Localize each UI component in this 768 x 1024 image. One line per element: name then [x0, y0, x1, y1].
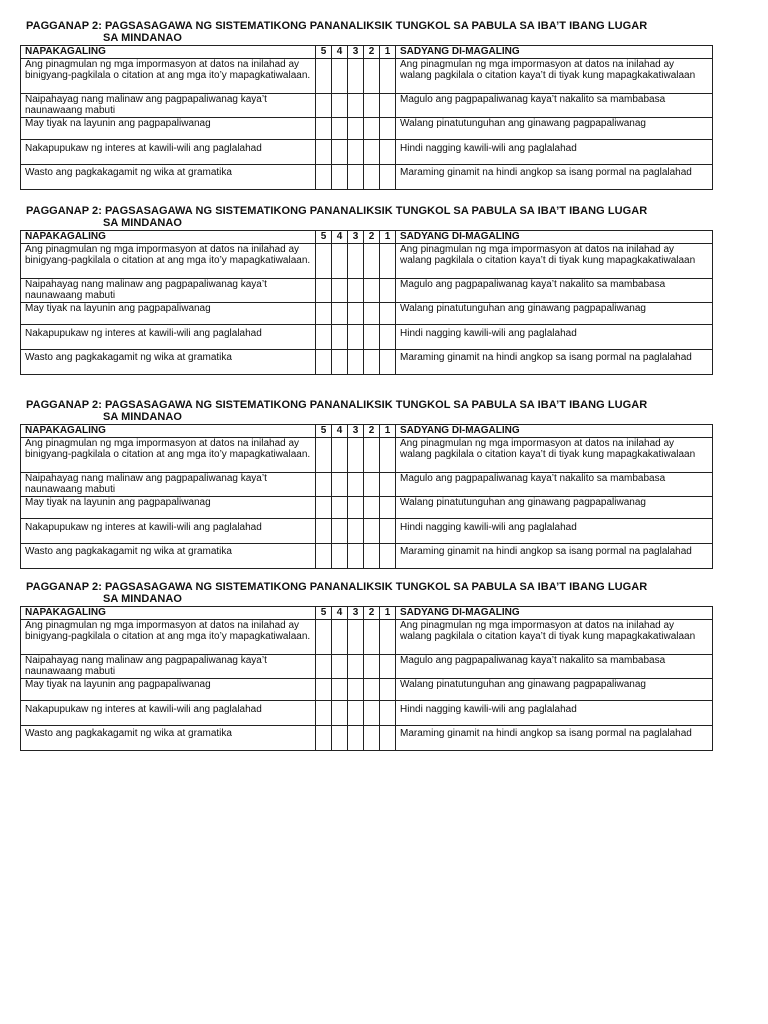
score-cell-5[interactable]: [316, 58, 332, 93]
criterion-negative: Magulo ang pagpapaliwanag kaya’t nakalito sa mambabasa: [396, 93, 713, 117]
rubric-header-row: [21, 425, 713, 438]
criterion-negative: Maraming ginamit na hindi angkop sa isang pormal na paglalahad: [396, 164, 713, 189]
score-cell-5[interactable]: [316, 654, 332, 678]
rubric-row: [21, 496, 713, 518]
criterion-positive: May tiyak na layunin ang pagpapaliwanag: [21, 678, 316, 700]
score-cell-5[interactable]: [316, 518, 332, 543]
score-cell-2[interactable]: [364, 725, 380, 750]
score-cell-1[interactable]: [380, 349, 396, 374]
score-cell-3[interactable]: [348, 349, 364, 374]
score-cell-1[interactable]: [380, 437, 396, 472]
header-score-1: 1: [380, 46, 396, 59]
score-cell-5[interactable]: [316, 437, 332, 472]
rubric-row: [21, 324, 713, 349]
header-score-2: 2: [364, 46, 380, 59]
header-score-4: 4: [332, 425, 348, 438]
score-cell-3[interactable]: [348, 518, 364, 543]
score-cell-2[interactable]: [364, 700, 380, 725]
score-cell-2[interactable]: [364, 324, 380, 349]
score-cell-2[interactable]: [364, 349, 380, 374]
header-score-5: 5: [316, 425, 332, 438]
score-cell-1[interactable]: [380, 324, 396, 349]
header-positive: NAPAKAGALING: [21, 46, 316, 59]
rubric-row: [21, 472, 713, 496]
score-cell-1[interactable]: [380, 725, 396, 750]
rubric-row: [21, 654, 713, 678]
rubric-row: [21, 619, 713, 654]
criterion-negative: Walang pinatutunguhan ang ginawang pagpapaliwanag: [396, 117, 713, 139]
rubric-header-row: [21, 46, 713, 59]
score-cell-2[interactable]: [364, 243, 380, 278]
score-cell-1[interactable]: [380, 278, 396, 302]
criterion-positive: Nakapupukaw ng interes at kawili-wili ang paglalahad: [21, 700, 316, 725]
header-score-2: 2: [364, 425, 380, 438]
rubric-title-line-2: SA MINDANAO: [103, 217, 182, 229]
rubric-title: [26, 205, 712, 229]
score-cell-2[interactable]: [364, 93, 380, 117]
score-cell-5[interactable]: [316, 278, 332, 302]
score-cell-1[interactable]: [380, 58, 396, 93]
rubric-row: [21, 243, 713, 278]
rubric-row: [21, 117, 713, 139]
rubric-row: [21, 302, 713, 324]
score-cell-1[interactable]: [380, 654, 396, 678]
criterion-negative: Hindi nagging kawili-wili ang paglalahad: [396, 139, 713, 164]
score-cell-3[interactable]: [348, 117, 364, 139]
header-score-1: 1: [380, 231, 396, 244]
score-cell-1[interactable]: [380, 496, 396, 518]
score-cell-3[interactable]: [348, 302, 364, 324]
criterion-positive: Nakapupukaw ng interes at kawili-wili ang paglalahad: [21, 139, 316, 164]
rubric-row: [21, 700, 713, 725]
criterion-negative: Magulo ang pagpapaliwanag kaya’t nakalito sa mambabasa: [396, 654, 713, 678]
header-score-1: 1: [380, 425, 396, 438]
criterion-negative: Walang pinatutunguhan ang ginawang pagpapaliwanag: [396, 302, 713, 324]
rubric-title-line-1: PAGGANAP 2: PAGSASAGAWA NG SISTEMATIKONG PANANALIKSIK TUNGKOL SA PABULA SA IBA’T IBANG LUGAR: [26, 581, 648, 593]
rubric-row: [21, 518, 713, 543]
header-score-5: 5: [316, 46, 332, 59]
criterion-positive: Wasto ang pagkakagamit ng wika at gramatika: [21, 164, 316, 189]
criterion-positive: May tiyak na layunin ang pagpapaliwanag: [21, 302, 316, 324]
score-cell-2[interactable]: [364, 619, 380, 654]
score-cell-2[interactable]: [364, 117, 380, 139]
score-cell-4[interactable]: [332, 324, 348, 349]
score-cell-3[interactable]: [348, 93, 364, 117]
score-cell-2[interactable]: [364, 472, 380, 496]
criterion-positive: Ang pinagmulan ng mga impormasyon at datos na inilahad ay binigyang-pagkilala o citation at ang mga ito’y mapagkatiwalaan.: [21, 437, 316, 472]
score-cell-1[interactable]: [380, 472, 396, 496]
score-cell-3[interactable]: [348, 654, 364, 678]
header-score-2: 2: [364, 231, 380, 244]
score-cell-5[interactable]: [316, 700, 332, 725]
score-cell-1[interactable]: [380, 243, 396, 278]
score-cell-4[interactable]: [332, 496, 348, 518]
score-cell-4[interactable]: [332, 93, 348, 117]
rubric-table: [20, 45, 713, 190]
criterion-positive: Nakapupukaw ng interes at kawili-wili ang paglalahad: [21, 324, 316, 349]
rubric-block-4: [20, 581, 712, 751]
score-cell-5[interactable]: [316, 93, 332, 117]
criterion-negative: Ang pinagmulan ng mga impormasyon at datos na inilahad ay walang pagkilala o citation kaya’t di tiyak kung mapagkakatiwalaan: [396, 619, 713, 654]
score-cell-2[interactable]: [364, 164, 380, 189]
score-cell-2[interactable]: [364, 654, 380, 678]
score-cell-5[interactable]: [316, 472, 332, 496]
criterion-negative: Magulo ang pagpapaliwanag kaya’t nakalito sa mambabasa: [396, 472, 713, 496]
score-cell-1[interactable]: [380, 678, 396, 700]
score-cell-1[interactable]: [380, 139, 396, 164]
score-cell-2[interactable]: [364, 302, 380, 324]
score-cell-4[interactable]: [332, 58, 348, 93]
header-score-4: 4: [332, 607, 348, 620]
criterion-positive: May tiyak na layunin ang pagpapaliwanag: [21, 496, 316, 518]
header-score-3: 3: [348, 607, 364, 620]
header-negative: SADYANG DI-MAGALING: [396, 46, 713, 59]
score-cell-4[interactable]: [332, 725, 348, 750]
score-cell-5[interactable]: [316, 302, 332, 324]
score-cell-2[interactable]: [364, 437, 380, 472]
rubric-title-line-1: PAGGANAP 2: PAGSASAGAWA NG SISTEMATIKONG PANANALIKSIK TUNGKOL SA PABULA SA IBA’T IBANG LUGAR: [26, 20, 648, 32]
score-cell-4[interactable]: [332, 700, 348, 725]
score-cell-2[interactable]: [364, 278, 380, 302]
criterion-positive: Naipahayag nang malinaw ang pagpapaliwanag kaya’t naunawaang mabuti: [21, 278, 316, 302]
rubric-row: [21, 93, 713, 117]
criterion-positive: Naipahayag nang malinaw ang pagpapaliwanag kaya’t naunawaang mabuti: [21, 472, 316, 496]
rubric-title-line-1: PAGGANAP 2: PAGSASAGAWA NG SISTEMATIKONG PANANALIKSIK TUNGKOL SA PABULA SA IBA’T IBANG LUGAR: [26, 399, 648, 411]
score-cell-1[interactable]: [380, 619, 396, 654]
score-cell-4[interactable]: [332, 472, 348, 496]
criterion-negative: Hindi nagging kawili-wili ang paglalahad: [396, 324, 713, 349]
rubric-table: [20, 230, 713, 375]
score-cell-3[interactable]: [348, 164, 364, 189]
rubric-block-3: [20, 399, 712, 569]
score-cell-4[interactable]: [332, 117, 348, 139]
score-cell-5[interactable]: [316, 678, 332, 700]
criterion-negative: Ang pinagmulan ng mga impormasyon at datos na inilahad ay walang pagkilala o citation kaya’t di tiyak kung mapagkakatiwalaan: [396, 437, 713, 472]
rubric-title-line-2: SA MINDANAO: [103, 411, 182, 423]
score-cell-3[interactable]: [348, 678, 364, 700]
header-negative: SADYANG DI-MAGALING: [396, 607, 713, 620]
score-cell-4[interactable]: [332, 302, 348, 324]
score-cell-1[interactable]: [380, 117, 396, 139]
score-cell-5[interactable]: [316, 243, 332, 278]
rubric-block-2: [20, 205, 712, 375]
score-cell-4[interactable]: [332, 543, 348, 568]
score-cell-4[interactable]: [332, 619, 348, 654]
rubric-table: [20, 424, 713, 569]
score-cell-2[interactable]: [364, 139, 380, 164]
score-cell-2[interactable]: [364, 543, 380, 568]
criterion-positive: Ang pinagmulan ng mga impormasyon at datos na inilahad ay binigyang-pagkilala o citation at ang mga ito’y mapagkatiwalaan.: [21, 243, 316, 278]
rubric-row: [21, 725, 713, 750]
score-cell-4[interactable]: [332, 349, 348, 374]
rubric-row: [21, 58, 713, 93]
criterion-negative: Ang pinagmulan ng mga impormasyon at datos na inilahad ay walang pagkilala o citation kaya’t di tiyak kung mapagkakatiwalaan: [396, 243, 713, 278]
score-cell-5[interactable]: [316, 496, 332, 518]
score-cell-5[interactable]: [316, 324, 332, 349]
criterion-positive: Ang pinagmulan ng mga impormasyon at datos na inilahad ay binigyang-pagkilala o citation at ang mga ito’y mapagkatiwalaan.: [21, 58, 316, 93]
rubric-row: [21, 278, 713, 302]
score-cell-3[interactable]: [348, 472, 364, 496]
score-cell-3[interactable]: [348, 437, 364, 472]
header-positive: NAPAKAGALING: [21, 425, 316, 438]
score-cell-4[interactable]: [332, 139, 348, 164]
score-cell-4[interactable]: [332, 243, 348, 278]
rubric-title-line-2: SA MINDANAO: [103, 593, 182, 605]
criterion-positive: Naipahayag nang malinaw ang pagpapaliwanag kaya’t naunawaang mabuti: [21, 93, 316, 117]
score-cell-1[interactable]: [380, 700, 396, 725]
score-cell-3[interactable]: [348, 58, 364, 93]
rubric-row: [21, 139, 713, 164]
score-cell-5[interactable]: [316, 164, 332, 189]
criterion-negative: Maraming ginamit na hindi angkop sa isang pormal na paglalahad: [396, 725, 713, 750]
score-cell-1[interactable]: [380, 302, 396, 324]
criterion-positive: Naipahayag nang malinaw ang pagpapaliwanag kaya’t naunawaang mabuti: [21, 654, 316, 678]
score-cell-5[interactable]: [316, 619, 332, 654]
rubric-row: [21, 543, 713, 568]
score-cell-3[interactable]: [348, 619, 364, 654]
header-score-3: 3: [348, 425, 364, 438]
rubric-title: [26, 399, 712, 423]
score-cell-2[interactable]: [364, 678, 380, 700]
score-cell-2[interactable]: [364, 58, 380, 93]
score-cell-3[interactable]: [348, 324, 364, 349]
header-negative: SADYANG DI-MAGALING: [396, 231, 713, 244]
header-score-5: 5: [316, 231, 332, 244]
rubric-title: [26, 20, 712, 44]
score-cell-5[interactable]: [316, 117, 332, 139]
header-score-5: 5: [316, 607, 332, 620]
criterion-negative: Magulo ang pagpapaliwanag kaya’t nakalito sa mambabasa: [396, 278, 713, 302]
score-cell-4[interactable]: [332, 164, 348, 189]
score-cell-5[interactable]: [316, 543, 332, 568]
rubric-row: [21, 164, 713, 189]
score-cell-4[interactable]: [332, 518, 348, 543]
rubric-header-row: [21, 607, 713, 620]
rubric-table: [20, 606, 713, 751]
score-cell-3[interactable]: [348, 725, 364, 750]
score-cell-1[interactable]: [380, 543, 396, 568]
rubric-title-line-1: PAGGANAP 2: PAGSASAGAWA NG SISTEMATIKONG PANANALIKSIK TUNGKOL SA PABULA SA IBA’T IBANG LUGAR: [26, 205, 648, 217]
score-cell-3[interactable]: [348, 278, 364, 302]
criterion-negative: Hindi nagging kawili-wili ang paglalahad: [396, 518, 713, 543]
score-cell-3[interactable]: [348, 543, 364, 568]
header-score-3: 3: [348, 231, 364, 244]
score-cell-5[interactable]: [316, 139, 332, 164]
score-cell-3[interactable]: [348, 139, 364, 164]
header-score-1: 1: [380, 607, 396, 620]
header-score-4: 4: [332, 231, 348, 244]
criterion-negative: Hindi nagging kawili-wili ang paglalahad: [396, 700, 713, 725]
rubric-title-line-2: SA MINDANAO: [103, 32, 182, 44]
score-cell-5[interactable]: [316, 725, 332, 750]
criterion-negative: Walang pinatutunguhan ang ginawang pagpapaliwanag: [396, 496, 713, 518]
score-cell-2[interactable]: [364, 518, 380, 543]
rubric-row: [21, 437, 713, 472]
criterion-negative: Walang pinatutunguhan ang ginawang pagpapaliwanag: [396, 678, 713, 700]
score-cell-1[interactable]: [380, 518, 396, 543]
score-cell-1[interactable]: [380, 93, 396, 117]
criterion-negative: Maraming ginamit na hindi angkop sa isang pormal na paglalahad: [396, 349, 713, 374]
score-cell-4[interactable]: [332, 654, 348, 678]
header-positive: NAPAKAGALING: [21, 607, 316, 620]
criterion-positive: Nakapupukaw ng interes at kawili-wili ang paglalahad: [21, 518, 316, 543]
score-cell-2[interactable]: [364, 496, 380, 518]
header-negative: SADYANG DI-MAGALING: [396, 425, 713, 438]
criterion-negative: Maraming ginamit na hindi angkop sa isang pormal na paglalahad: [396, 543, 713, 568]
rubric-block-1: [20, 20, 712, 190]
criterion-positive: Wasto ang pagkakagamit ng wika at gramatika: [21, 543, 316, 568]
score-cell-5[interactable]: [316, 349, 332, 374]
score-cell-4[interactable]: [332, 278, 348, 302]
score-cell-4[interactable]: [332, 437, 348, 472]
score-cell-3[interactable]: [348, 496, 364, 518]
header-score-3: 3: [348, 46, 364, 59]
score-cell-3[interactable]: [348, 243, 364, 278]
header-positive: NAPAKAGALING: [21, 231, 316, 244]
score-cell-1[interactable]: [380, 164, 396, 189]
criterion-negative: Ang pinagmulan ng mga impormasyon at datos na inilahad ay walang pagkilala o citation kaya’t di tiyak kung mapagkakatiwalaan: [396, 58, 713, 93]
criterion-positive: Ang pinagmulan ng mga impormasyon at datos na inilahad ay binigyang-pagkilala o citation at ang mga ito’y mapagkatiwalaan.: [21, 619, 316, 654]
header-score-4: 4: [332, 46, 348, 59]
rubric-row: [21, 349, 713, 374]
rubric-row: [21, 678, 713, 700]
header-score-2: 2: [364, 607, 380, 620]
criterion-positive: May tiyak na layunin ang pagpapaliwanag: [21, 117, 316, 139]
score-cell-4[interactable]: [332, 678, 348, 700]
criterion-positive: Wasto ang pagkakagamit ng wika at gramatika: [21, 725, 316, 750]
rubric-header-row: [21, 231, 713, 244]
criterion-positive: Wasto ang pagkakagamit ng wika at gramatika: [21, 349, 316, 374]
rubric-title: [26, 581, 712, 605]
score-cell-3[interactable]: [348, 700, 364, 725]
